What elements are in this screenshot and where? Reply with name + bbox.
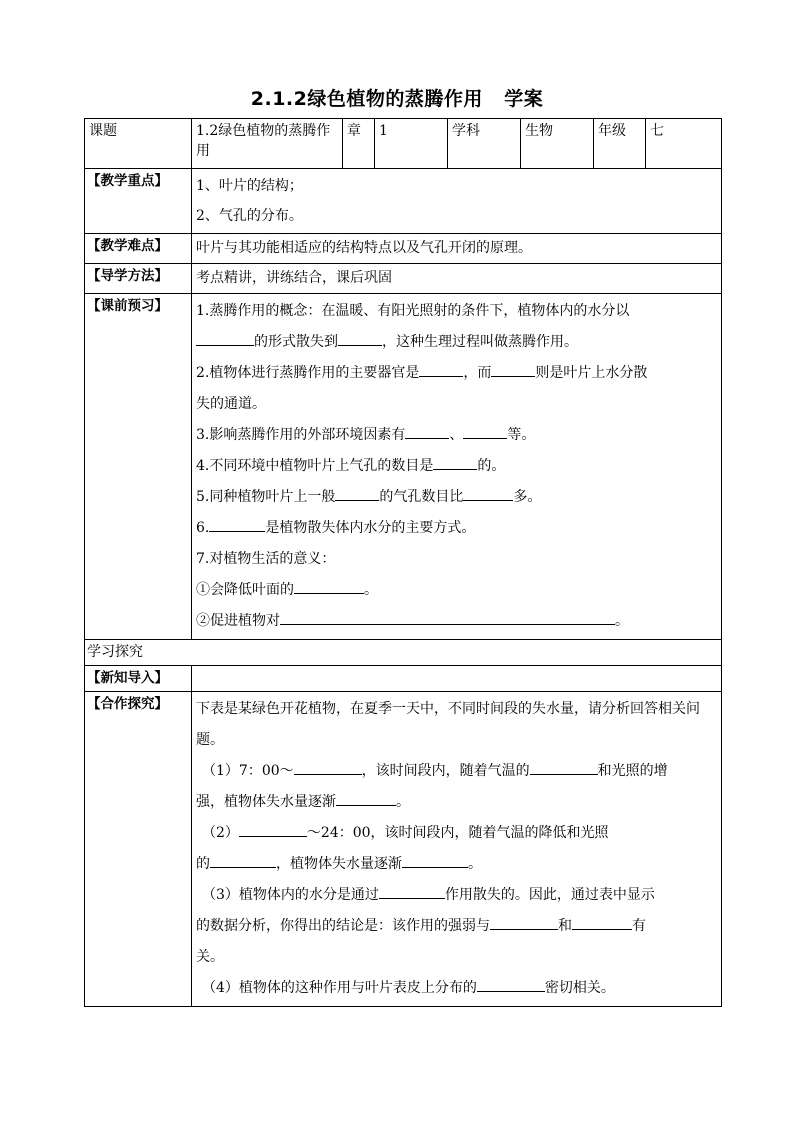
blank xyxy=(402,850,468,868)
coop-intro: 下表是某绿色开花植物，在夏季一天中，不同时间段的失水量，请分析回答相关问题。 xyxy=(196,701,700,748)
blank xyxy=(210,850,276,868)
explore-label: 学习探究 xyxy=(85,640,722,666)
preview-q5: 5.同种植物叶片上一般 xyxy=(196,489,336,505)
blank xyxy=(463,421,507,439)
coop-q1-text: 强，植物体失水量逐渐 xyxy=(196,794,336,810)
preview-q2-text: 失的通道。 xyxy=(196,396,266,412)
blank xyxy=(294,576,364,594)
key-points-content xyxy=(192,169,722,234)
blank xyxy=(338,328,382,346)
blank xyxy=(490,912,558,930)
key-point-item: 2、气孔的分布。 xyxy=(196,208,303,224)
coop-q1: （1）7：00～ xyxy=(202,763,294,779)
difficulty-row xyxy=(85,234,722,264)
preview-q2-text: 则是叶片上水分散 xyxy=(535,365,648,381)
blank xyxy=(335,483,379,501)
method-row xyxy=(85,264,722,294)
coop-q2-text: 。 xyxy=(468,856,482,872)
preview-q4: 4.不同环境中植物叶片上气孔的数目是 xyxy=(196,458,434,474)
coop-q4-text: 密切相关。 xyxy=(544,980,615,996)
preview-q6-text: 是植物散失体内水分的主要方式。 xyxy=(265,520,476,536)
coop-content xyxy=(192,692,722,1007)
preview-q3-text: 、 xyxy=(449,427,464,443)
difficulty-label: 【教学难点】 xyxy=(85,234,192,264)
preview-q2: 2.植物体进行蒸腾作用的主要器官是 xyxy=(196,365,420,381)
blank xyxy=(196,328,254,346)
method-text: 考点精讲，讲练结合，课后巩固 xyxy=(192,264,722,294)
coop-q2-text: 的 xyxy=(196,856,210,872)
coop-row xyxy=(85,692,722,1007)
subject-value: 生物 xyxy=(521,119,594,169)
coop-q2: （2） xyxy=(202,825,239,841)
blank xyxy=(419,359,463,377)
page-title: 2.1.2绿色植物的蒸腾作用 学案 xyxy=(250,88,544,110)
grade-label: 年级 xyxy=(594,119,646,169)
coop-q4: （4）植物体的这种作用与叶片表皮上分布的 xyxy=(202,980,477,996)
explore-row xyxy=(85,640,722,666)
coop-label: 【合作探究】 xyxy=(85,692,192,1007)
preview-q7-1-text: 。 xyxy=(364,582,378,598)
subject-label: 学科 xyxy=(448,119,521,169)
preview-row xyxy=(85,294,722,640)
blank xyxy=(294,757,362,775)
difficulty-text: 叶片与其功能相适应的结构特点以及气孔开闭的原理。 xyxy=(192,234,722,264)
method-label: 【导学方法】 xyxy=(85,264,192,294)
preview-q2-text: ，而 xyxy=(463,365,492,381)
preview-q3-text: 等。 xyxy=(507,427,536,443)
coop-q3-text: 作用散失的。因此，通过表中显示 xyxy=(444,887,655,903)
topic-label: 课题 xyxy=(85,119,192,169)
preview-q5-text: 多。 xyxy=(513,489,542,505)
blank xyxy=(463,483,513,501)
blank xyxy=(336,788,396,806)
key-points-label: 【教学重点】 xyxy=(85,169,192,234)
coop-q1-text: ，该时间段内，随着气温的 xyxy=(361,763,530,779)
preview-q7: 7.对植物生活的意义： xyxy=(196,551,336,567)
key-points-row xyxy=(85,169,722,234)
coop-q3-text: 有 xyxy=(632,918,646,934)
blank xyxy=(209,514,265,532)
blank xyxy=(477,974,545,992)
coop-q1-text: 和光照的增 xyxy=(597,763,668,779)
key-point-item: 1、叶片的结构； xyxy=(196,178,303,194)
blank xyxy=(280,607,615,625)
preview-label: 【课前预习】 xyxy=(85,294,192,640)
blank xyxy=(379,881,445,899)
coop-q3-text: 关。 xyxy=(196,949,224,965)
intro-row xyxy=(85,666,722,692)
preview-q4-text: 的。 xyxy=(477,458,506,474)
preview-q3: 3.影响蒸腾作用的外部环境因素有 xyxy=(196,427,406,443)
coop-q3: （3）植物体内的水分是通过 xyxy=(202,887,379,903)
coop-q3-text: 的数据分析，你得出的结论是：该作用的强弱与 xyxy=(196,918,490,934)
chapter-value: 1 xyxy=(375,119,448,169)
coop-q1-text: 。 xyxy=(396,794,410,810)
blank xyxy=(433,452,477,470)
blank xyxy=(572,912,632,930)
blank xyxy=(239,819,307,837)
grade-value: 七 xyxy=(646,119,722,169)
preview-q1-text: 的形式散失到 xyxy=(254,334,338,350)
preview-q5-text: 的气孔数目比 xyxy=(379,489,464,505)
blank xyxy=(530,757,598,775)
lesson-plan-table xyxy=(84,118,722,1007)
coop-q2-text: ～24：00，该时间段内，随着气温的降低和光照 xyxy=(306,825,609,841)
chapter-label: 章 xyxy=(343,119,375,169)
intro-label: 【新知导入】 xyxy=(85,666,192,692)
topic-value: 1.2绿色植物的蒸腾作用 xyxy=(192,119,343,169)
preview-q6: 6. xyxy=(196,520,210,536)
preview-q1-text: ，这种生理过程叫做蒸腾作用。 xyxy=(382,334,578,350)
blank xyxy=(405,421,449,439)
coop-q2-text: ，植物体失水量逐渐 xyxy=(276,856,402,872)
preview-q7-2: ②促进植物对 xyxy=(196,613,280,629)
preview-q7-1: ①会降低叶面的 xyxy=(196,582,294,598)
preview-q7-2-text: 。 xyxy=(615,613,629,629)
preview-content xyxy=(192,294,722,640)
preview-q1: 1.蒸腾作用的概念：在温暖、有阳光照射的条件下，植物体内的水分以 xyxy=(196,303,630,319)
blank xyxy=(491,359,535,377)
header-row xyxy=(85,119,722,169)
intro-content xyxy=(192,666,722,692)
coop-q3-text: 和 xyxy=(558,918,572,934)
